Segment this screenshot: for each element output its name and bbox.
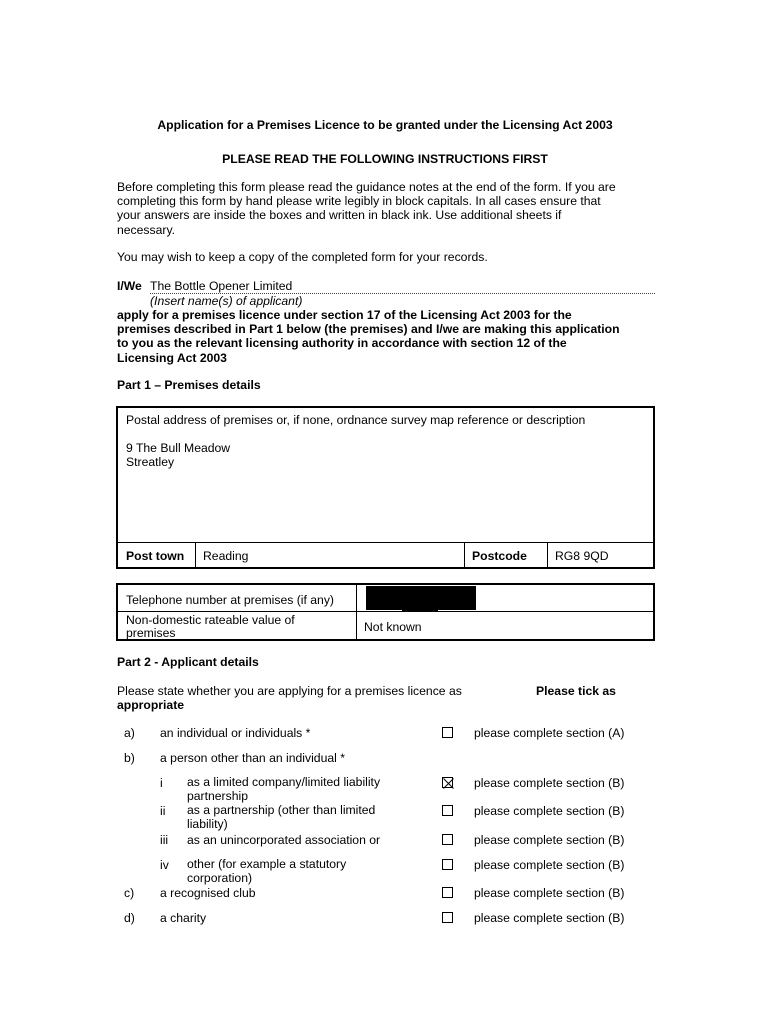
premises-contact-box [116, 583, 655, 641]
cell-divider [195, 542, 196, 567]
option-label-line: other (for example a statutory [187, 857, 347, 871]
instructions-heading: PLEASE READ THE FOLLOWING INSTRUCTIONS FIRST [222, 152, 548, 166]
checkbox-charity[interactable] [442, 912, 453, 923]
cell-divider [464, 542, 465, 567]
option-label [187, 804, 375, 831]
option-label-line: corporation) [187, 870, 253, 885]
option-label: as an unincorporated association or [187, 833, 381, 847]
option-marker: b) [124, 751, 135, 765]
option-label-line: as a limited company/limited liability [187, 775, 381, 789]
option-marker: a) [124, 726, 135, 740]
applicant-name-field[interactable]: The Bottle Opener Limited [150, 279, 293, 293]
option-label: a charity [160, 911, 207, 925]
option-label-line: as a partnership (other than limited [187, 803, 376, 817]
applicant-hint: (Insert name(s) of applicant) [150, 294, 303, 308]
post-town-field[interactable]: Reading [203, 549, 249, 563]
option-label: a recognised club [160, 886, 256, 900]
intro-line: your answers are inside the boxes and written in black ink. Use additional sheets if [117, 208, 562, 223]
checkbox-limited-company[interactable] [442, 777, 453, 788]
part2-heading: Part 2 - Applicant details [117, 655, 259, 669]
address-line: Streatley [126, 455, 175, 469]
statement-line: apply for a premises licence under section 17 of the Licensing Act 2003 for the [117, 308, 572, 322]
rateable-label-line: premises [126, 626, 176, 640]
cell-divider [356, 585, 357, 639]
row-divider [118, 611, 653, 612]
telephone-label: Telephone number at premises (if any) [126, 593, 334, 607]
checkmark-x-icon [443, 778, 454, 789]
address-field[interactable] [126, 441, 230, 469]
option-label: a person other than an individual * [160, 751, 345, 765]
part2-question-cont: appropriate [117, 698, 185, 712]
part2-question: Please state whether you are applying for a premises licence as [117, 684, 462, 698]
intro-line: Before completing this form please read the guidance notes at the end of the form. If you are [117, 180, 616, 194]
intro-paragraph [117, 180, 662, 237]
option-action: please complete section (A) [474, 726, 625, 740]
applicant-prefix: I/We [117, 279, 142, 293]
statement-line: Licensing Act 2003 [117, 350, 227, 365]
option-action: please complete section (B) [474, 886, 625, 900]
option-label [187, 776, 380, 803]
rateable-label-line: Non-domestic rateable value of [126, 613, 295, 627]
option-label: an individual or individuals * [160, 726, 311, 740]
copy-note: You may wish to keep a copy of the completed form for your records. [117, 250, 488, 264]
option-marker: i [160, 776, 163, 790]
premises-address-box [116, 406, 655, 569]
option-action: please complete section (B) [474, 804, 625, 818]
option-marker: c) [124, 886, 135, 900]
statement-paragraph [117, 308, 662, 365]
intro-line: necessary. [117, 222, 176, 237]
row-divider [118, 542, 653, 543]
address-label: Postal address of premises or, if none, ordnance survey map reference or description [126, 413, 586, 427]
option-action: please complete section (B) [474, 911, 625, 925]
option-marker: iii [160, 833, 169, 847]
checkbox-unincorporated-association[interactable] [442, 834, 453, 845]
option-marker: d) [124, 911, 135, 925]
rateable-value-field[interactable]: Not known [364, 620, 422, 634]
option-label-line: partnership [187, 788, 248, 803]
cell-divider [547, 542, 548, 567]
checkbox-partnership[interactable] [442, 805, 453, 816]
option-action: please complete section (B) [474, 858, 625, 872]
option-action: please complete section (B) [474, 776, 625, 790]
option-action: please complete section (B) [474, 833, 625, 847]
postcode-label: Postcode [472, 549, 527, 563]
post-town-label: Post town [126, 549, 185, 563]
statement-line: premises described in Part 1 below (the premises) and I/we are making this application [117, 322, 620, 337]
rateable-label [126, 614, 295, 640]
option-label [187, 858, 346, 885]
checkbox-individual[interactable] [442, 727, 453, 738]
option-marker: iv [160, 858, 169, 872]
part1-heading: Part 1 – Premises details [117, 378, 261, 392]
checkbox-recognised-club[interactable] [442, 887, 453, 898]
address-line: 9 The Bull Meadow [126, 441, 231, 455]
statement-line: to you as the relevant licensing authority in accordance with section 12 of the [117, 336, 567, 351]
option-label-line: liability) [187, 816, 228, 831]
checkbox-other[interactable] [442, 859, 453, 870]
form-title: Application for a Premises Licence to be granted under the Licensing Act 2003 [157, 118, 613, 132]
option-marker: ii [160, 804, 166, 818]
redaction-mark [402, 607, 438, 612]
tick-instruction: Please tick as [536, 684, 616, 698]
postcode-field[interactable]: RG8 9QD [555, 549, 609, 563]
intro-line: completing this form by hand please write legibly in block capitals. In all cases ensure that [117, 194, 601, 209]
